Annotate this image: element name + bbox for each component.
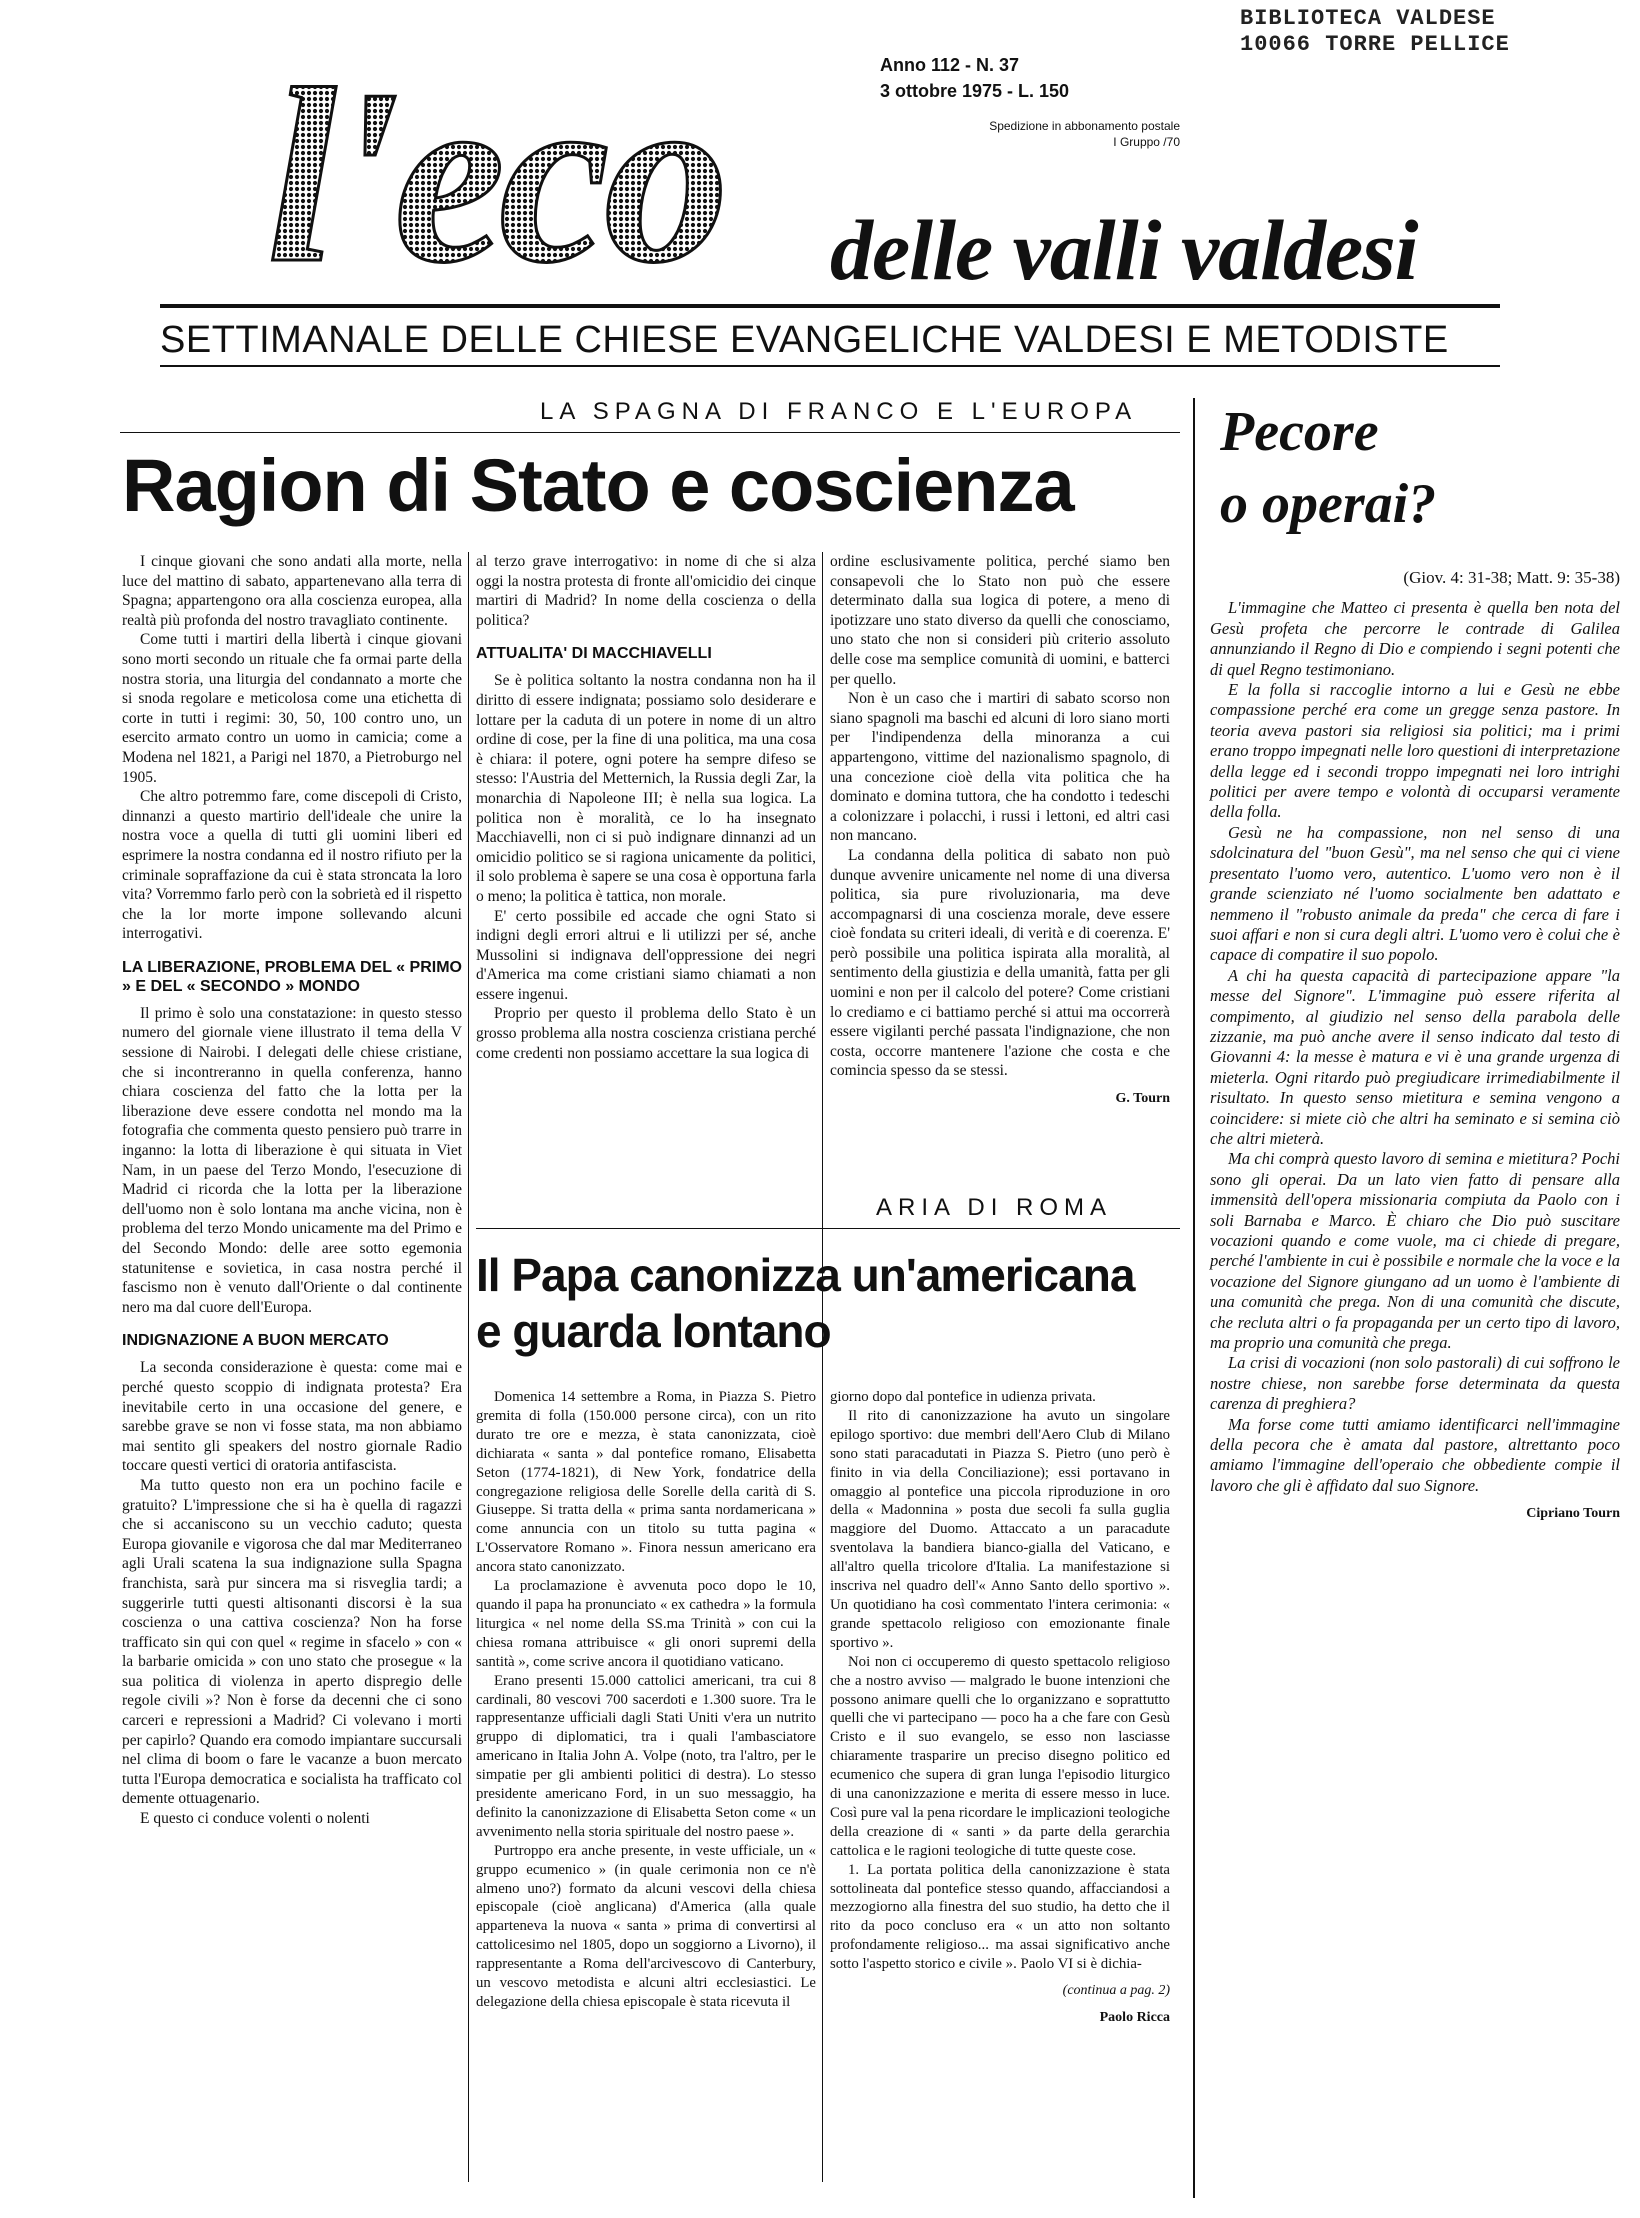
side-article-title-1: Pecore bbox=[1220, 401, 1379, 463]
paragraph: E la folla si raccoglie intorno a lui e Gesù ne ebbe compassione perché era come un gregge senza pastore. In teoria aveva pastori sia religiosi sia politici; ma i primi erano troppo impegnati nelle loro questioni di interpretazione della legge ed i secondi troppo impegnati nei loro intrighi politici per avere tempo e volontà di occuparsi veramente della folla. bbox=[1210, 680, 1620, 822]
main-article-headline: Ragion di Stato e coscienza bbox=[122, 444, 1074, 527]
paragraph: Ma forse come tutti amiamo identificarci nell'immagine della pecora che è amata dal pastore, altrettanto poco amiamo l'immagine dell'operaio che obbediente compie il lavoro che gli è affidato dal suo Signore. bbox=[1210, 1414, 1620, 1495]
paragraph: Noi non ci occuperemo di questo spettacolo religioso che a nostro avviso — malgrado le buone intenzioni che possono animare quelli che lo organizzano e soprattutto quelli che vi partecipano — poco ha a che fare con Gesù Cristo e il suo evangelo, se esso non lasciasse chiaramente trasparire un preciso disegno politico ed ecumenico che supera di gran lunga l'episodio liturgico di una canonizzazione e merita di essere messo in luce. Così pure val la pena ricordare le implicazioni teologiche della creazione di « santi » da parte della gerarchia cattolica e le ragioni teologiche di tutte queste cose. bbox=[830, 1653, 1170, 1859]
masthead-tagline: SETTIMANALE DELLE CHIESE EVANGELICHE VALDESI E METODISTE bbox=[160, 319, 1449, 361]
side-article-body bbox=[1210, 568, 1620, 2188]
paragraph: La crisi di vocazioni (non solo pastorali) di cui soffrono le nostre chiese, non sarebbe forse determinata da questa carenza di preghiera? bbox=[1210, 1353, 1620, 1414]
main-article-signature: G. Tourn bbox=[1115, 1091, 1170, 1107]
paragraph: Che altro potremmo fare, come discepoli di Cristo, dinnanzi a questo martirio dell'ideale che unire la nostra voce a quella di tutti gli uomini liberi ed esprimere la nostra condanna ed il nostro rifiuto per la criminale sopraffazione da cui è stata stroncata la loro vita? Vorremmo farlo però con la sobrietà ed il rispetto che la lor morte impone sollevando alcuni interrogativi. bbox=[122, 788, 462, 943]
main-article-column-3 bbox=[830, 552, 1170, 1182]
paragraph: Se è politica soltanto la nostra condanna non ha il diritto di essere indignata; possiamo solo desiderare e lottare per la caduta di un potere in nome di un altro ordine di cose, per la fine di una politica, ma una cosa è chiara: il potere, ogni potere ha sempre difeso se stesso: l'Austria del Metternich, la Russia degli Zar, la monarchia di Napoleone III; è nella sua logica. La politica non è moralità, ce lo ha insegnato Macchiavelli, non ci si può indignare dinnanzi ad un omicidio politico se si ragiona unicamente da politici, il solo problema è sapere se una cosa è opportuna farla o meno; la politica è tattica, non morale. bbox=[476, 672, 816, 905]
postal-line-1: Spedizione in abbonamento postale bbox=[989, 119, 1180, 133]
kicker-rule-2 bbox=[476, 1228, 1180, 1229]
issue-number: Anno 112 - N. 37 bbox=[880, 55, 1020, 75]
stamp-line-1: BIBLIOTECA VALDESE bbox=[1240, 6, 1496, 31]
second-article-kicker: ARIA DI ROMA bbox=[876, 1194, 1113, 1221]
paragraph: La condanna della politica di sabato non può dunque avvenire unicamente nel nome di una diversa politica, sia pure rivoluzionaria, ma deve accompagnarsi di una coscienza morale, deve essere cioè fondata su criteri ideali, di verità e di coerenza. E' però possibile una politica ispirata alla moralità, al sentimento della giustizia e della umanità, fatta per gli uomini e non per il calcolo del potere? Come cristiani lo crediamo e ci battiamo perché si attui ma occorrerà essere vigilanti perché passata l'indignazione, che non costa, occorre mantenere l'azione che costa e che comincia spesso da se stessi. bbox=[830, 846, 1170, 1080]
paragraph: Non è un caso che i martiri di sabato scorso non siano spagnoli ma baschi ed alcuni di loro siano morti per l'indipendenza della minoranza a cui appartengono, vittime del nazionalismo spagnolo, di una concezione cioè della vita politica che ha dominato e domina tuttora, che ha condotto i tedeschi a colonizzare i polacchi, i russi i lettoni, ed altri casi non mancano. bbox=[830, 690, 1170, 845]
subheading: ATTUALITA' DI MACCHIAVELLI bbox=[476, 645, 712, 663]
side-article-signature: Cipriano Tourn bbox=[1526, 1506, 1620, 1522]
paragraph: La proclamazione è avvenuta poco dopo le 10, quando il papa ha pronunciato « ex cathedra » la formula liturgica « nel nome della SS.ma Trinità » con cui la chiesa romana attribuisce « gli onori supremi della santità », come scrive ancora il quotidiano vaticano. bbox=[476, 1578, 816, 1670]
paragraph: A chi ha questa capacità di partecipazione appare "la messe del Signore". L'immagine può essere riferita al compimento, al giudizio nel senso della parabola delle zizzanie, ma può anche avere il senso indicato dal testo di Giovanni 4: la messe è matura e vi è una grande urgenza di mieterla. Ogni ritardo può pregiudicare irrimediabilmente il risultato. In questo senso mietitura e semina vengono a coincidere: si miete ciò che altri ha seminato e si semina ciò che altri mieterà. bbox=[1210, 965, 1620, 1148]
tagline-rule bbox=[160, 365, 1500, 367]
main-article-column-2 bbox=[476, 552, 816, 1212]
continued-note: (continua a pag. 2) bbox=[1062, 1983, 1170, 1999]
paragraph: Gesù ne ha compassione, non nel senso di una sdolcinatura del "buon Gesù", ma nel senso che qui ci viene presentato l'uomo vero, autentico. L'uomo vero non è il grande scienziato né l'uomo socialmente ben adattato e nemmeno il "robusto animale da preda" che cerca di fare i suoi affari e non si cura degli altri. L'uomo vero è colui che è capace di compatire il suo popolo. bbox=[1210, 822, 1620, 965]
issue-date-price: 3 ottobre 1975 - L. 150 bbox=[880, 81, 1070, 101]
second-article-signature: Paolo Ricca bbox=[1099, 2010, 1170, 2025]
paragraph: Ma tutto questo non era un pochino facile e gratuito? L'impressione che si ha è quella di ragazzi che si accaniscono su un vecchio caduto; questa Europa giovanile e vigorosa che dal mar Mediterraneo agli Urali scatena la sua indignazione sulla Spagna franchista, sarà pur sincera ma si risveglia tardi; a suggerirle tutti questi altisonanti discorsi è la sua coscienza o una cattiva coscienza? Non ha forse trafficato sin qui con quel « regime in sfacelo » con « la barbarie omicida » con uno stato che prosegue « la sua politica di violenza in aperto dispregio delle regole civili »? Non è forse da decenni che ci sono carceri e repressioni a Madrid? Ci volevano i morti per capirlo? Quando era comodo impiantare succursali nel clima di boom o fare le vacanze a buon mercato tutta l'Europa democratica e socialista ha trafficato col demente ottuagenario. bbox=[122, 1476, 462, 1808]
paragraph: E' certo possibile ed accade che ogni Stato si indigni degli errori altrui e li utilizzi per sé, anche Mussolini si indignava dell'oppressione dei negri d'America ma come cristiani siamo chiamati a non essere ingenui. bbox=[476, 907, 816, 1003]
sidebar-divider bbox=[1193, 398, 1195, 2198]
paragraph: L'immagine che Matteo ci presenta è quella ben nota del Gesù profeta che percorre le contrade di Galilea annunziando il Regno di Dio e compiendo i segni potenti che di quel Regno testimoniano. bbox=[1210, 598, 1620, 679]
paragraph: La seconda considerazione è questa: come mai e perché questo scoppio di indignata protesta? Era inevitabile certo in una occasione del genere, e sarebbe grave se non vi fosse stata, ma non abbiamo mai sentito gli speakers del nostro giornale Radio toccare questi vertici di oratoria antifascista. bbox=[122, 1359, 462, 1475]
paragraph: Erano presenti 15.000 cattolici americani, tra cui 8 cardinali, 80 vescovi 700 sacerdoti e 1.300 suore. Tra le rappresentanze ufficiali dagli Stati Uniti v'era un nutrito gruppo di diplomatici, tra i quali l'ambasciatore americano in Italia John A. Volpe (noto, tra l'altro, per le simpatie per gli ambienti politici di destra). Lo stesso presidente americano Ford, in un suo messaggio, ha definito la canonizzazione di Elisabetta Seton come « un avvenimento nella storia spirituale del nostro paese ». bbox=[476, 1672, 816, 1840]
column-divider bbox=[468, 552, 469, 2182]
second-article-column-2 bbox=[830, 1388, 1170, 2188]
paragraph: Il rito di canonizzazione ha avuto un singolare epilogo sportivo: due membri dell'Aero Club di Milano sono stati paracadutati in Piazza S. Pietro (uno però è finito in via della Conciliazione); essi portavano in omaggio al pontefice una piccola riproduzione in oro della « Madonnina » posta due secoli fa sulla guglia maggiore del Duomo. Attaccato a un paracadute sventolava la bandiera bianco-gialla del Vaticano, e all'altro quella tricolore d'Italia. La manifestazione si inscriva nel quadro dell'« Anno Santo dello sportivo ». Un quotidiano ha così commentato l'intera cerimonia: « grande spettacolo religioso con emozionante finale sportivo ». bbox=[830, 1407, 1170, 1651]
second-article-column-1 bbox=[476, 1388, 816, 2178]
paragraph: E questo ci conduce volenti o nolenti bbox=[140, 1810, 370, 1828]
paragraph: Domenica 14 settembre a Roma, in Piazza S. Pietro gremita di folla (150.000 persone circa), con un rito durato tre ore e mezza, è stata canonizzata, cioè dichiarata « santa » dal pontefice romano, Elisabetta Seton (1774-1821), di New York, fondatrice della congregazione religiosa delle Sorelle della carità di S. Giuseppe. Si tratta della « prima santa nordamericana » come annuncia con un titolo su tutta pagina « L'Osservatore Romano ». Finora nessun americano era ancora stato canonizzato. bbox=[476, 1389, 816, 1576]
second-article-headline-1: Il Papa canonizza un'americana bbox=[476, 1249, 1135, 1301]
paragraph: giorno dopo dal pontefice in udienza privata. bbox=[830, 1389, 1096, 1405]
subheading: INDIGNAZIONE A BUON MERCATO bbox=[122, 1332, 389, 1350]
subheading: LA LIBERAZIONE, PROBLEMA DEL « PRIMO » E DEL « SECONDO » MONDO bbox=[122, 958, 462, 995]
library-stamp bbox=[1240, 6, 1620, 58]
postal-line-2: I Gruppo /70 bbox=[1113, 135, 1180, 149]
paragraph: Purtroppo era anche presente, in veste ufficiale, un « gruppo ecumenico » (in quale cerimonia non ce n'è almeno uno?) formato da alcuni vescovi della chiesa episcopale (cioè anglicana) d'America (alla quale apparteneva la nuova « santa » prima di convertirsi al cattolicesimo nel 1805, dopo un soggiorno a Livorno), il rappresentante a Roma dell'arcivescovo di Canterbury, un vescovo metodista e alcuni altri ecclesiastici. Le delegazione della chiesa episcopale è stata ricevuta il bbox=[476, 1842, 816, 2010]
svg-text:l'eco: l'eco bbox=[267, 60, 723, 300]
paragraph: I cinque giovani che sono andati alla morte, nella luce del mattino di sabato, appartenevano alla terra di Spagna; appartengono ora alla coscienza europea, alla realtà più profonda del nostro travagliato continente. bbox=[122, 553, 462, 629]
kicker-rule bbox=[120, 432, 1180, 433]
paragraph: 1. La portata politica della canonizzazione è stata sottolineata dal pontefice stesso quando, affacciandosi a mezzogiorno alla finestra del suo studio, ha detto che il rito da poco concluso era « un atto non soltanto profondamente religioso... ma assai significativo anche sotto l'aspetto storico e civile ». Paolo VI si è dichia- bbox=[830, 1861, 1170, 1973]
postal-notice bbox=[900, 118, 1180, 150]
main-article-kicker: LA SPAGNA DI FRANCO E L'EUROPA bbox=[540, 398, 1138, 425]
second-article-headline-2: e guarda lontano bbox=[476, 1305, 831, 1357]
masthead-subtitle: delle valli valdesi bbox=[830, 202, 1418, 298]
issue-info bbox=[880, 52, 1069, 104]
main-article-column-1 bbox=[122, 552, 462, 2182]
paragraph: Come tutti i martiri della libertà i cinque giovani sono morti secondo un rituale che fa ormai parte della nostra storia, una liturgia del condannato a morte che si snoda regolare e meticolosa come una etichetta di corte in tutti i regimi: 30, 50, 100 contro uno, un esercito armato contro un uomo in camicia; come a Modena nel 1821, a Parigi nel 1870, a Pietroburgo nel 1905. bbox=[122, 631, 462, 786]
masthead-rule bbox=[160, 304, 1500, 308]
paragraph: Il primo è solo una constatazione: in questo stesso numero del giornale viene illustrato il tema della V sessione di Nairobi. I delegati delle chiese cristiane, che si incontreranno in quella conferenza, hanno chiara coscienza del fatto che la lotta per la liberazione deve essere condotta nel mondo ma la fotografia che commenta questo pensiero può trarre in inganno: la lotta di liberazione è qui situata in Viet Nam, in un paese del Terzo Mondo, l'esecuzione di Madrid ci ricorda che la lotta per la liberazione dell'uomo non è solo lontana ma anche vicina, non è problema del terzo Mondo unicamente ma del Primo e del Secondo Mondo: delle aree sotto egemonia statunitense e sovietica, in casa nostra perché il fascismo non è venuto dall'Oriente o dal continente nero ma dal cuore dell'Europa. bbox=[122, 1004, 462, 1316]
stamp-line-2: 10066 TORRE PELLICE bbox=[1240, 32, 1510, 57]
paragraph: ordine esclusivamente politica, perché siamo ben consapevoli che lo Stato non può che essere determinato dalla sua logica di potere, a meno di ipotizzare uno stato diverso da quelli che conosciamo, uno stato che non si consideri più criterio assoluto delle cose ma semplice comunità di uomini, e batterci per quello. bbox=[830, 553, 1170, 688]
paragraph: Proprio per questo il problema dello Stato è un grosso problema alla nostra coscienza cristiana perché come credenti non possiamo accettare la sua logica di bbox=[476, 1005, 816, 1062]
paragraph: Ma chi comprà questo lavoro di semina e mietitura? Pochi sono gli operai. Da un lato vien fatto di pensare alla immensità dell'opera missionaria compiuta da Paolo con i soli Barnaba e Marco. È chiaro che Dio può suscitare vocazioni quando e come vuole, ma ci chiede di pregare, perché l'ambiente in cui è possibile e normale che la voce e la vocazione del Signore giungano ad un uomo è l'ambiente di una comunità che prega. Non di una comunità che discute, che recluta altri o fa propaganda per un certo tipo di lavoro, ma proprio una comunità che prega. bbox=[1210, 1149, 1620, 1353]
paragraph: al terzo grave interrogativo: in nome di che si alza oggi la nostra protesta di fronte all'omicidio dei cinque martiri di Madrid? In nome della coscienza o della politica? bbox=[476, 553, 816, 629]
column-divider bbox=[822, 552, 823, 2182]
side-article-title-2: o operai? bbox=[1220, 473, 1437, 535]
masthead-logo bbox=[150, 60, 840, 300]
bible-reference: (Giov. 4: 31-38; Matt. 9: 35-38) bbox=[1403, 568, 1620, 587]
